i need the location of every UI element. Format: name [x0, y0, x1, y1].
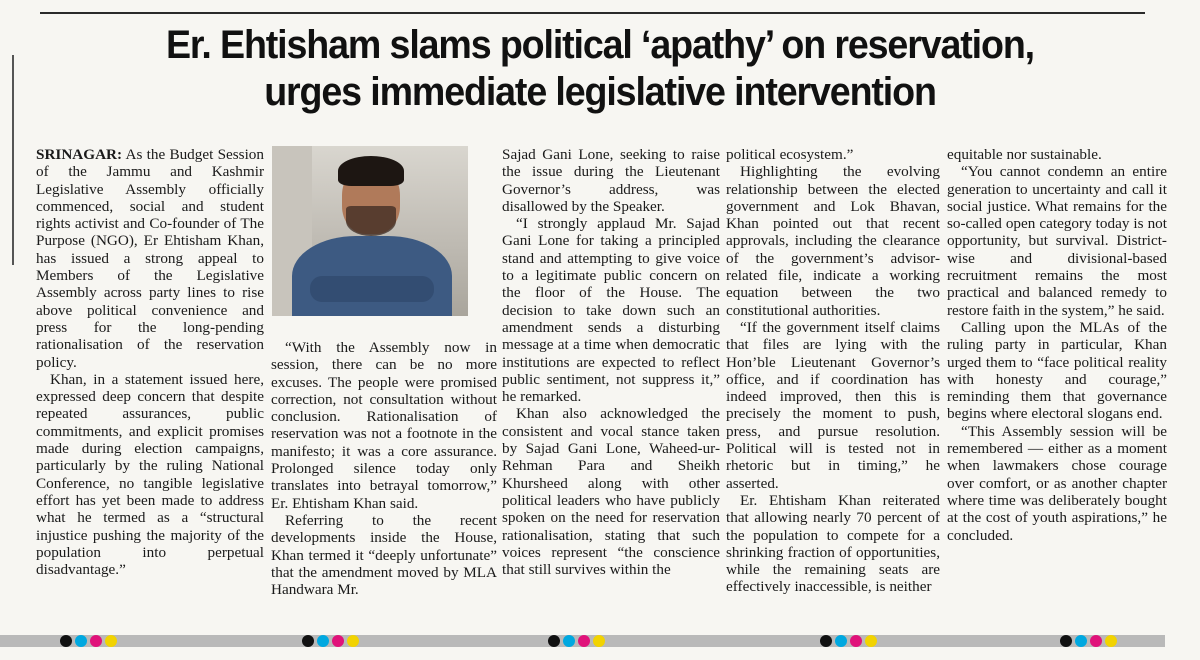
paragraph: “I strongly applaud Mr. Sajad Gani Lone for taking a principled stand and attempting to give voice to a legitimate public concern on the floor of the House. The decision to take down such an amendment sends a disturbing message at a time when democratic institutions are expected to reflect public sentiment, not suppress it,” he remarked.	[502, 215, 720, 406]
color-registration-mark	[60, 635, 117, 647]
dateline: SRINAGAR:	[36, 146, 123, 163]
article-column-5	[947, 146, 1167, 544]
headline	[55, 22, 1145, 116]
color-registration-mark	[302, 635, 359, 647]
paragraph: Calling upon the MLAs of the ruling party in particular, Khan urged them to “face political reality with honesty and courage,” reminding them that governance begins where electoral slogans end.	[947, 318, 1167, 423]
paragraph: Referring to the recent developments inside the House, Khan termed it “deeply unfortunate” that the amendment moved by MLA Handwara Mr.	[271, 511, 497, 599]
paragraph-text: As the Budget Session of the Jammu and Kashmir Legislative Assembly officially commenced, social and student rights activist and Co-founder of The Purpose (NGO), Er Ehtisham Khan, has issued a strong appeal to Members of the Legislative Assembly across party lines to rise above political convenience and press for the long-pending rationalisation of the reservation policy.	[36, 146, 264, 371]
paragraph: political ecosystem.”	[726, 146, 854, 163]
article-column-1	[36, 146, 264, 578]
paragraph: Khan also acknowledged the consistent and vocal stance taken by Sajad Gani Lone, Waheed-ur-Rehman Para and Sheikh Khursheed along with other political leaders who have publicly spoken on the need for reservation rationalisation, stating that such voices represent “the conscience that still survives within the	[502, 405, 720, 579]
color-registration-mark	[548, 635, 605, 647]
left-margin-rule	[12, 55, 14, 265]
paragraph: Highlighting the evolving relationship between the elected government and Lok Bhavan, Khan pointed out that recent approvals, including the clearance of the government’s advisor-related file, indicate a working equation between the two constitutional authorities.	[726, 163, 940, 319]
headline-line-2: urges immediate legislative intervention	[264, 70, 936, 114]
headline-line-1: Er. Ehtisham slams political ‘apathy’ on reservation,	[165, 23, 1035, 67]
paragraph: Er. Ehtisham Khan reiterated that allowing nearly 70 percent of the population to compete for a shrinking fraction of opportunities, while the remaining seats are effectively inaccessible, is neither	[726, 491, 940, 596]
color-registration-mark	[820, 635, 877, 647]
paragraph: Sajad Gani Lone, seeking to raise the issue during the Lieutenant Governor’s address, was disallowed by the Speaker.	[502, 146, 720, 215]
paragraph: Khan, in a statement issued here, expressed deep concern that despite repeated assurances, public commitments, and explicit promises made during election campaigns, particularly by the ruling National Conference, no tangible legislative effort has yet been made to address what he termed as a “structural injustice pushing the majority of the population into perpetual disadvantage.”	[36, 370, 264, 579]
paragraph: “This Assembly session will be remembered — either as a moment when lawmakers chose courage over comfort, or as another chapter where time was deliberately bought at the cost of youth aspirations,” he concluded.	[947, 422, 1167, 544]
author-photo	[272, 146, 468, 316]
paragraph: “If the government itself claims that files are lying with the Hon’ble Lieutenant Governor’s office, and if coordination has indeed improved, then this is precisely the moment to push, press, and pursue resolution. Political will is tested not in rhetoric but in timing,” he asserted.	[726, 318, 940, 492]
color-registration-mark	[1060, 635, 1117, 647]
top-rule	[40, 12, 1145, 14]
article-column-2	[271, 339, 497, 598]
paragraph: equitable nor sustainable.	[947, 146, 1102, 163]
paragraph: “You cannot condemn an entire generation to uncertainty and call it social justice. What remains for the so-called open category today is not opportunity, but survival. District-wise and divisional-based recruitment remains the most practical and balanced remedy to restore faith in the system,” he said.	[947, 163, 1167, 319]
article-column-4	[726, 146, 940, 596]
article-column-3	[502, 146, 720, 578]
paragraph	[36, 146, 264, 371]
paragraph: “With the Assembly now in session, there can be no more excuses. The people were promised correction, not consultation without conclusion. Rationalisation of reservation was not a footnote in the manifesto; it was a core assurance. Prolonged silence today only translates into betrayal tomorrow,” Er. Ehtisham Khan said.	[271, 339, 497, 512]
